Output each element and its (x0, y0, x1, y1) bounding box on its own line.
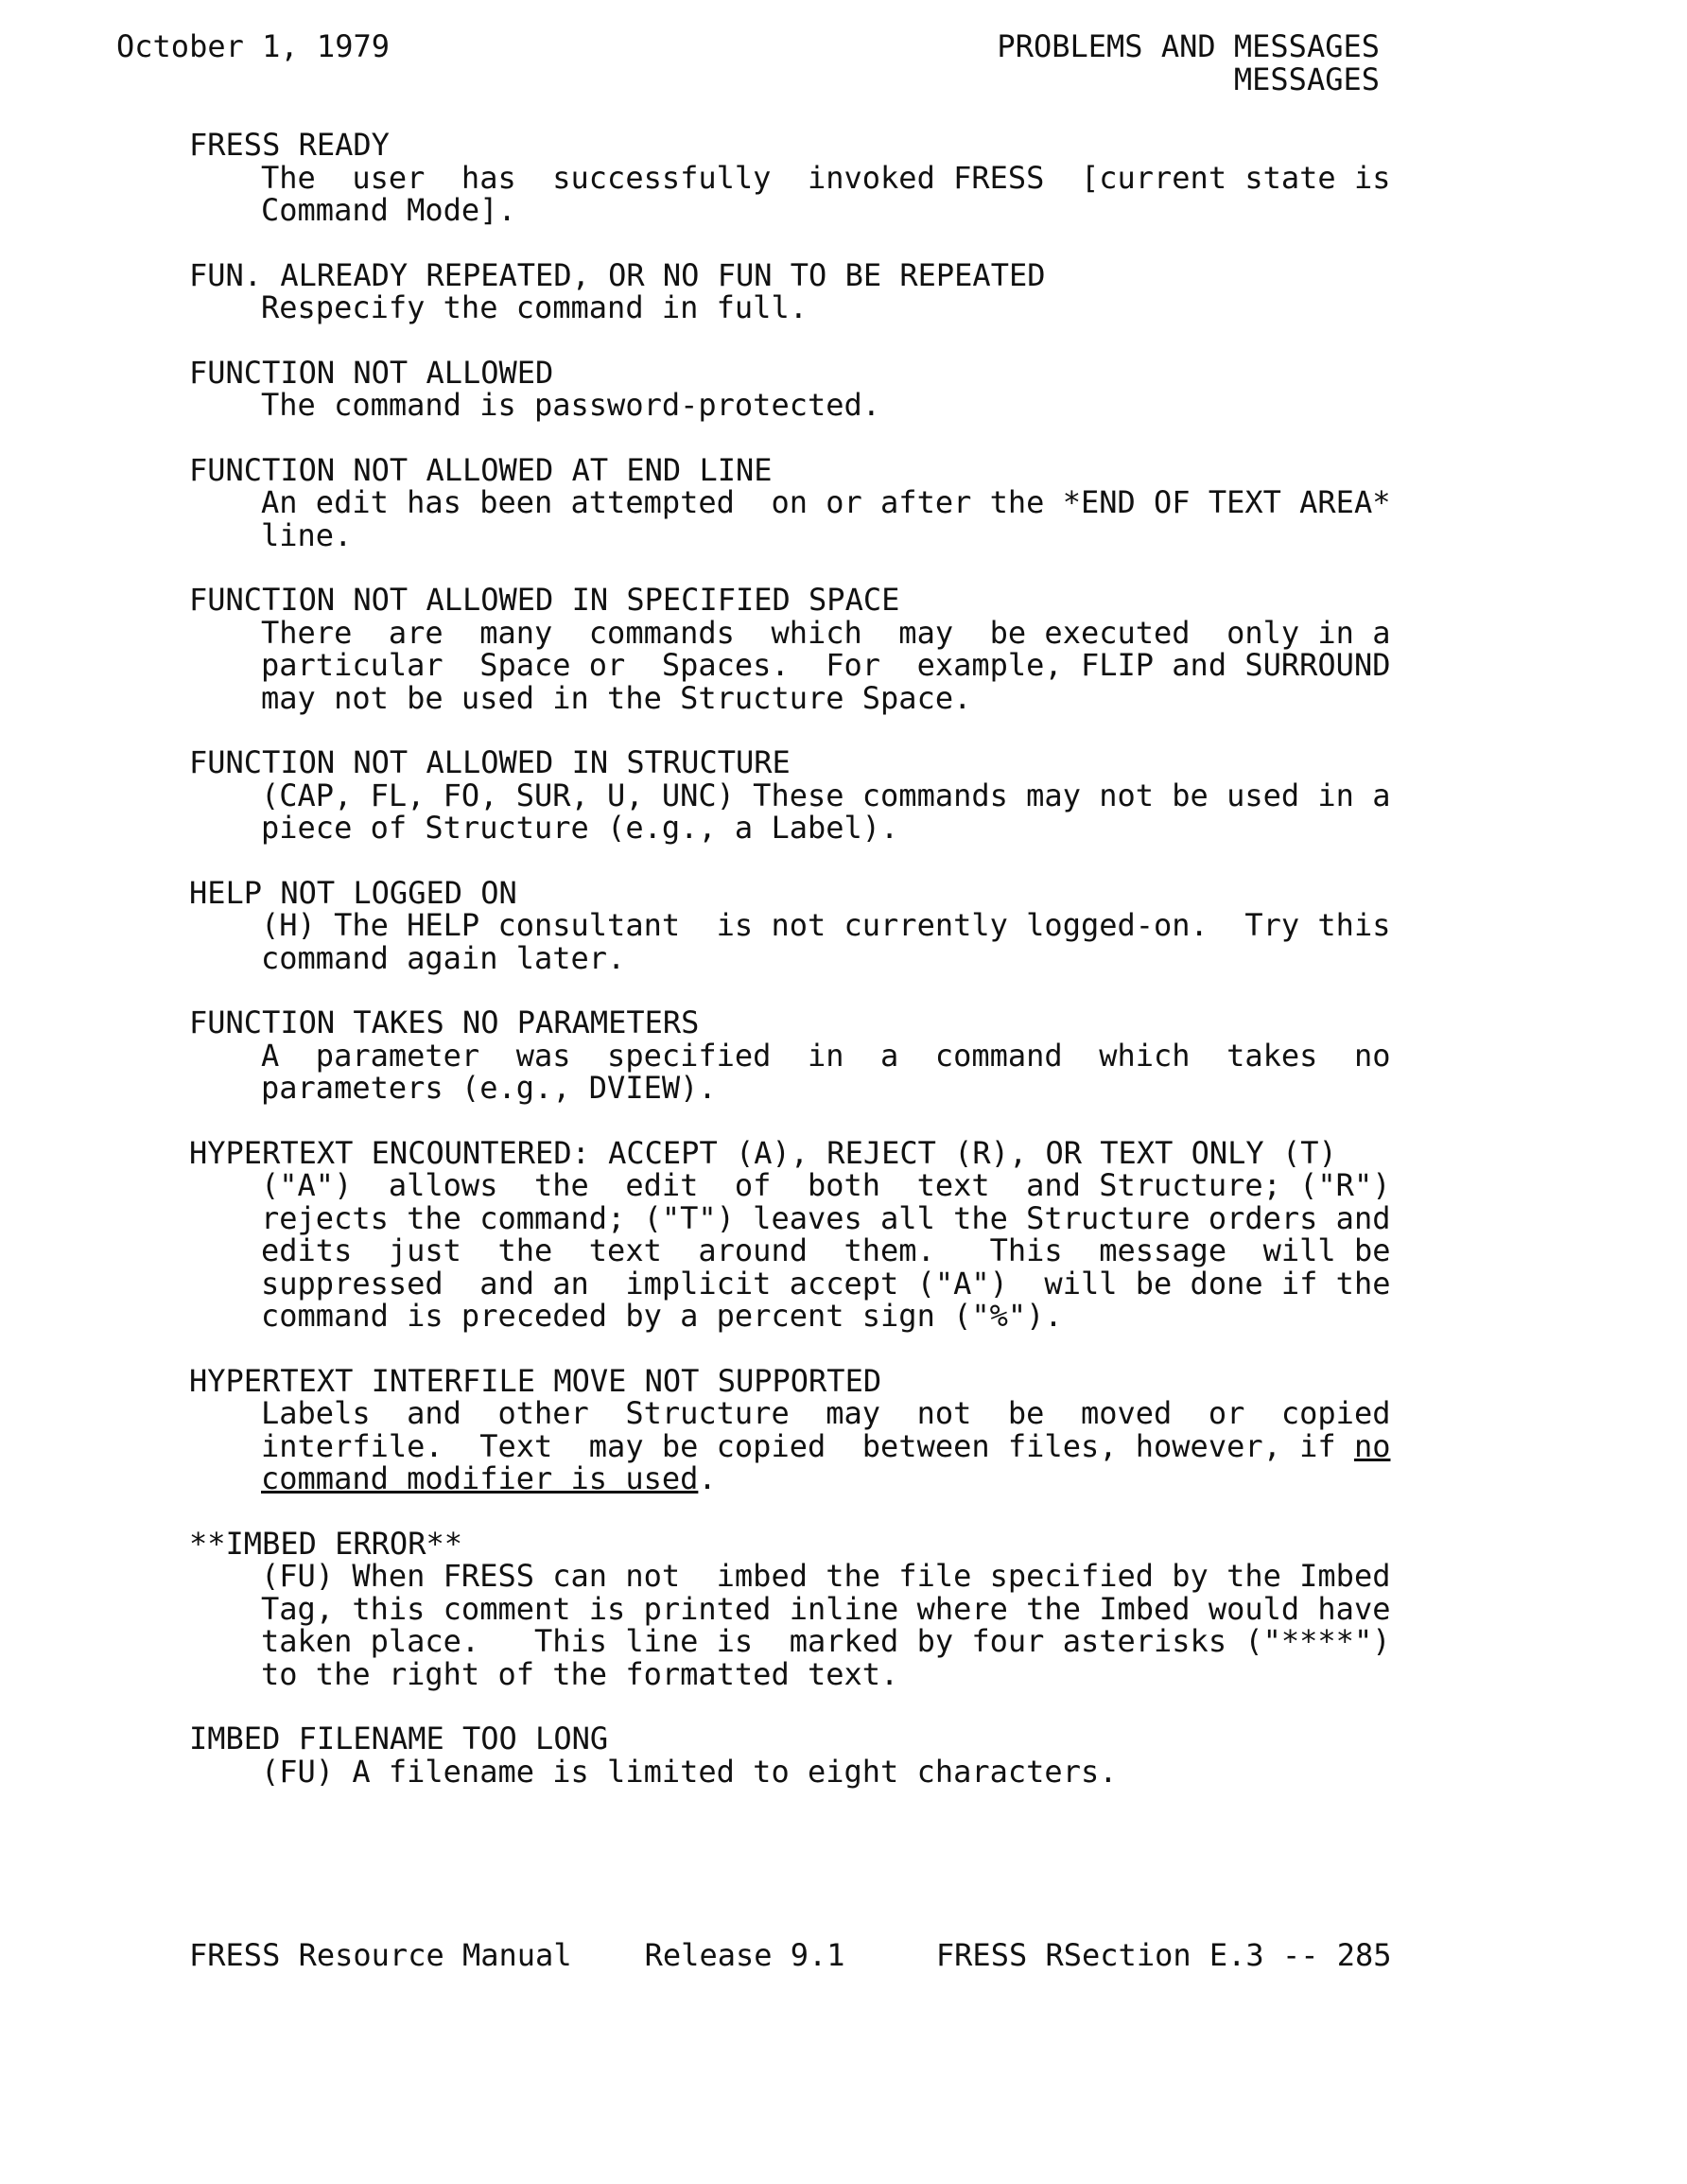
message-list (189, 127, 1391, 1820)
message-entry (189, 744, 1391, 846)
message-title: IMBED FILENAME TOO LONG (189, 1721, 609, 1756)
message-entry (189, 874, 1391, 976)
message-description (261, 389, 1381, 422)
message-entry (189, 256, 1381, 325)
description-line: command again later. (261, 939, 626, 976)
description-line: to the right of the formatted text. (261, 1655, 899, 1692)
message-description (261, 291, 1381, 324)
message-description (261, 1037, 1391, 1106)
description-line: edits just the text around them. This message will be (261, 1232, 1391, 1268)
message-description (261, 159, 1391, 228)
page-date: October 1, 1979 (116, 28, 390, 64)
underlined-text: command modifier is used (261, 1460, 699, 1496)
description-line: A parameter was specified in a command which takes no (261, 1037, 1391, 1074)
description-line: (CAP, FL, FO, SUR, U, UNC) These commands may not be used in a (261, 777, 1391, 813)
description-line: (FU) A filename is limited to eight characters. (261, 1753, 1118, 1790)
message-title: FUNCTION NOT ALLOWED IN SPECIFIED SPACE (189, 582, 900, 618)
message-title: FUNCTION NOT ALLOWED IN STRUCTURE (189, 744, 791, 780)
description-text: . (698, 1460, 717, 1496)
description-line: suppressed and an implicit accept ("A") will be done if the (261, 1265, 1391, 1302)
message-title: FRESS READY (189, 127, 390, 163)
description-line: Tag, this comment is printed inline where the Imbed would have (261, 1590, 1391, 1627)
running-header (997, 30, 1380, 96)
description-line: Respecify the command in full. (261, 289, 808, 325)
message-title: HYPERTEXT ENCOUNTERED: ACCEPT (A), REJECT (R), OR TEXT ONLY (T) (189, 1134, 1337, 1171)
message-description (261, 1558, 1391, 1692)
message-description (261, 484, 1391, 553)
message-title: FUNCTION NOT ALLOWED AT END LINE (189, 451, 773, 488)
message-entry (189, 1005, 1391, 1106)
description-line (261, 1427, 1391, 1464)
message-entry (189, 1722, 1381, 1788)
description-line (261, 1462, 1381, 1495)
message-description (261, 614, 1391, 716)
description-line: may not be used in the Structure Space. (261, 679, 972, 716)
message-entry (189, 451, 1391, 553)
message-entry (189, 1362, 1391, 1496)
subsection-title: MESSAGES (1233, 61, 1380, 97)
description-line: particular Space or Spaces. For example, FLIP and SURROUND (261, 647, 1391, 683)
description-text: interfile. Text may be copied between files, however, if (261, 1427, 1354, 1464)
description-line: (H) The HELP consultant is not currently logged-on. Try this (261, 907, 1391, 943)
description-line: There are many commands which may be executed only in a (261, 614, 1391, 651)
message-entry (189, 582, 1391, 716)
message-title: HYPERTEXT INTERFILE MOVE NOT SUPPORTED (189, 1362, 882, 1399)
description-line: parameters (e.g., DVIEW). (261, 1070, 717, 1106)
description-line: ("A") allows the edit of both text and Structure; ("R") (261, 1167, 1391, 1203)
message-entry (189, 1525, 1391, 1692)
message-description (261, 1753, 1381, 1790)
page-footer: FRESS Resource Manual Release 9.1 FRESS RSection E.3 -- 285 (189, 1937, 1392, 1973)
description-line: The command is password-protected. (261, 387, 881, 423)
description-line: piece of Structure (e.g., a Label). (261, 810, 899, 846)
underlined-text: no (1353, 1427, 1391, 1464)
description-line: rejects the command; ("T") leaves all the Structure orders and (261, 1199, 1391, 1236)
message-entry (189, 1134, 1391, 1334)
message-title: FUNCTION TAKES NO PARAMETERS (189, 1005, 700, 1040)
description-line: taken place. This line is marked by four asterisks ("****") (261, 1623, 1391, 1659)
description-line: Labels and other Structure may not be moved or copied (261, 1395, 1391, 1431)
description-line: line. (261, 516, 353, 553)
description-line: The user has successfully invoked FRESS [current state is (261, 159, 1391, 196)
message-description (261, 1167, 1391, 1334)
message-entry (189, 354, 1381, 423)
description-line: command is preceded by a percent sign ("%"). (261, 1298, 1063, 1334)
description-line: Command Mode]. (261, 192, 516, 228)
message-title: FUN. ALREADY REPEATED, OR NO FUN TO BE REPEATED (189, 256, 1046, 293)
message-title: HELP NOT LOGGED ON (189, 874, 517, 911)
description-line: An edit has been attempted on or after the *END OF TEXT AREA* (261, 484, 1391, 520)
message-title: **IMBED ERROR** (189, 1525, 462, 1562)
message-description (261, 1395, 1391, 1496)
message-entry (189, 127, 1391, 228)
section-title: PROBLEMS AND MESSAGES (997, 28, 1380, 64)
message-description (261, 777, 1391, 846)
message-title: FUNCTION NOT ALLOWED (189, 354, 554, 391)
description-line: (FU) When FRESS can not imbed the file specified by the Imbed (261, 1558, 1391, 1594)
message-description (261, 907, 1391, 976)
